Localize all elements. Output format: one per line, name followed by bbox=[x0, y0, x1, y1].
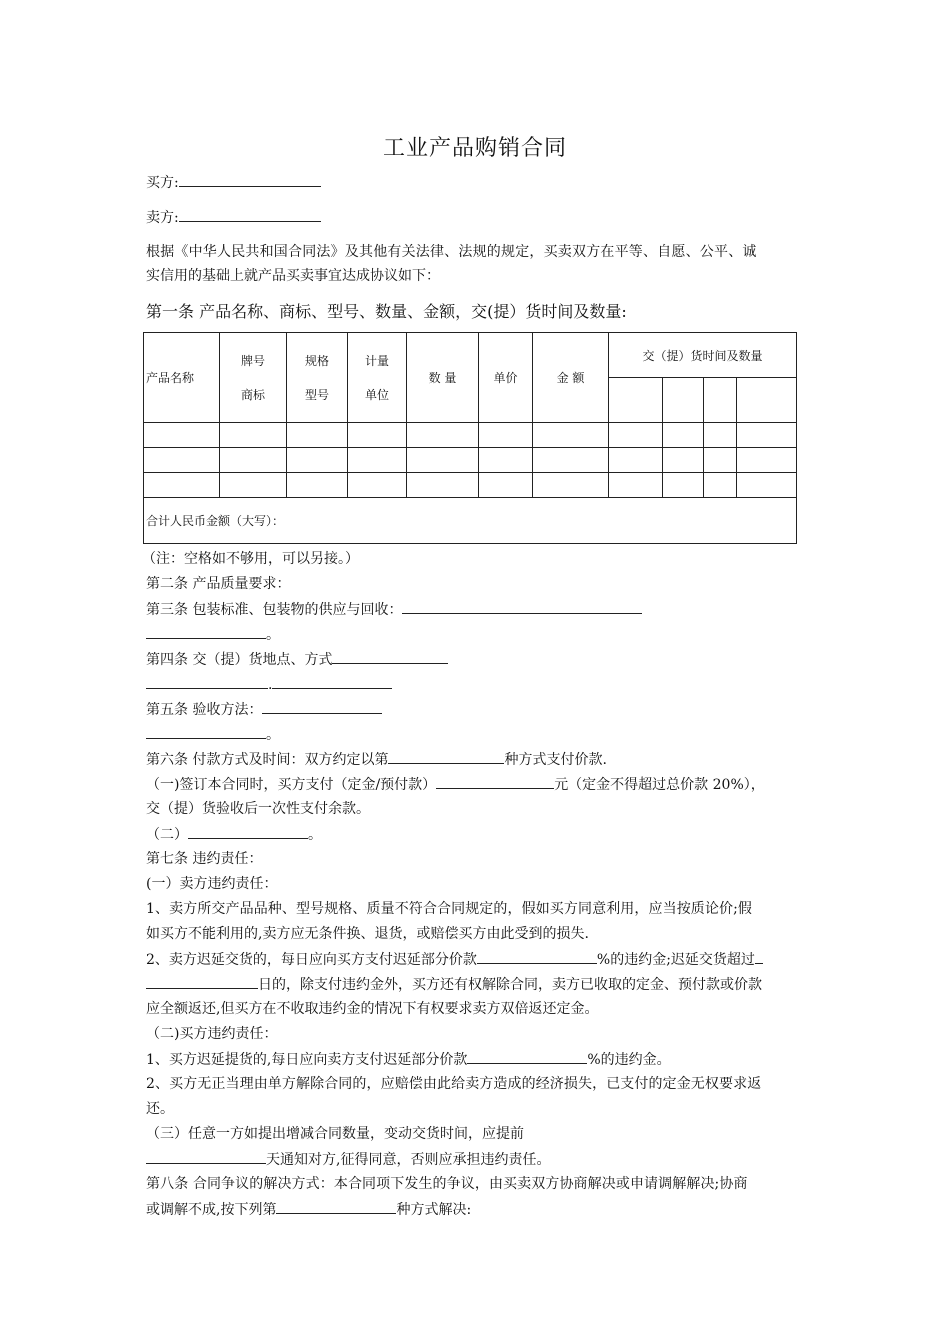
article-5-blank bbox=[262, 699, 382, 714]
article-7-section-3: （三）任意一方如提出增减合同数量，变动交货时间，应提前 bbox=[146, 1126, 524, 1142]
header-unit-price: 单价 bbox=[479, 333, 533, 423]
article-4-blank bbox=[332, 649, 448, 664]
article-6-item-2-blank bbox=[188, 824, 308, 839]
buyer-line bbox=[146, 172, 321, 193]
article-7-1-2-a: 2、卖方迟延交货的，每日应向买方支付迟延部分价款 %的违约金;迟延交货超过 bbox=[146, 949, 763, 970]
article-3-continued: 。 bbox=[146, 624, 280, 645]
header-spec: 规格 型号 bbox=[287, 333, 348, 423]
seller-blank bbox=[179, 207, 321, 222]
article-3-blank bbox=[402, 599, 642, 614]
article-8-a: 第八条 合同争议的解决方式：本合同项下发生的争议，由买卖双方协商解决或申请调解解决;协商 bbox=[146, 1176, 748, 1192]
delivery-sub-cell bbox=[704, 378, 737, 423]
article-4-continued: . bbox=[146, 674, 392, 695]
article-3-blank-2 bbox=[146, 624, 266, 639]
article-7-1-1-a: 1、卖方所交产品品种、型号规格、质量不符合合同规定的，假如买方同意利用，应当按质论价;假 bbox=[146, 901, 753, 917]
product-table bbox=[143, 332, 797, 544]
delivery-sub-cell bbox=[737, 378, 797, 423]
article-7-2-2-a: 2、买方无正当理由单方解除合同的，应赔偿由此给卖方造成的经济损失，已支付的定金无权要求返 bbox=[146, 1076, 762, 1092]
article-5-continued: 。 bbox=[146, 724, 280, 745]
article-6-item-1-blank bbox=[436, 774, 554, 789]
article-7-1-1-b: 如买方不能利用的,卖方应无条件换、退货，或赔偿买方由此受到的损失. bbox=[146, 926, 589, 942]
article-1-heading: 第一条 产品名称、商标、型号、数量、金额，交(提）货时间及数量: bbox=[146, 302, 627, 321]
article-6-item-2: （二） 。 bbox=[146, 824, 322, 845]
total-amount-label: 合计人民币金额（大写）： bbox=[144, 498, 797, 544]
article-8-b: 或调解不成,按下列第 种方式解决: bbox=[146, 1199, 471, 1220]
seller-label: 卖方: bbox=[146, 210, 179, 226]
intro-line-1: 根据《中华人民共和国合同法》及其他有关法律、法规的规定，买卖双方在平等、自愿、公平、诚 bbox=[146, 244, 757, 260]
header-delivery: 交（提）货时间及数量 bbox=[609, 333, 797, 378]
article-3: 第三条 包装标准、包装物的供应与回收： bbox=[146, 599, 642, 620]
dispute-method-blank bbox=[276, 1199, 396, 1214]
document-title: 工业产品购销合同 bbox=[382, 136, 567, 161]
article-7-1-2-b: 日的，除支付违约金外，买方还有权解除合同，卖方已收取的定金、预付款或价款 bbox=[146, 974, 762, 995]
header-brand: 牌号 商标 bbox=[220, 333, 287, 423]
table-row bbox=[144, 423, 797, 448]
table-row bbox=[144, 473, 797, 498]
penalty-rate-blank bbox=[477, 949, 597, 964]
header-unit: 计量 单位 bbox=[348, 333, 407, 423]
article-7-2-2-b: 还。 bbox=[146, 1101, 174, 1117]
delivery-sub-cell bbox=[609, 378, 663, 423]
article-7-section-2: （二)买方违约责任： bbox=[146, 1026, 278, 1042]
buyer-penalty-blank bbox=[467, 1049, 587, 1064]
article-5: 第五条 验收方法： bbox=[146, 699, 382, 720]
article-5-blank-2 bbox=[146, 724, 266, 739]
buyer-label: 买方: bbox=[146, 175, 179, 191]
table-note: （注：空格如不够用，可以另接。） bbox=[142, 551, 359, 567]
header-amount: 金 额 bbox=[533, 333, 609, 423]
article-7-section-1: (一）卖方违约责任： bbox=[146, 876, 278, 892]
buyer-blank bbox=[179, 172, 321, 187]
article-6: 第六条 付款方式及时间：双方约定以第 种方式支付价款. bbox=[146, 749, 607, 770]
article-2: 第二条 产品质量要求： bbox=[146, 576, 291, 592]
article-4-blank-3 bbox=[272, 674, 392, 689]
article-4: 第四条 交（提）货地点、方式 bbox=[146, 649, 448, 670]
header-product-name: 产品名称 bbox=[144, 333, 220, 423]
article-6-blank bbox=[388, 749, 504, 764]
header-quantity: 数 量 bbox=[407, 333, 479, 423]
article-6-item-1: （一)签订本合同时，买方支付（定金/预付款） 元（定金不得超过总价款 20%）， bbox=[146, 774, 765, 795]
table-row bbox=[144, 448, 797, 473]
article-7-2-1: 1、买方迟延提货的,每日应向卖方支付迟延部分价款 %的违约金。 bbox=[146, 1049, 671, 1070]
article-7-section-3-continued: 天通知对方,征得同意，否则应承担违约责任。 bbox=[146, 1149, 550, 1170]
article-7-1-2-c: 应全额返还,但买方在不收取违约金的情况下有权要求卖方双倍返还定金。 bbox=[146, 1001, 599, 1017]
article-4-blank-2 bbox=[146, 674, 268, 689]
seller-line bbox=[146, 207, 321, 228]
article-6-item-1-continued: 交（提）货验收后一次性支付余款。 bbox=[146, 801, 370, 817]
delay-days-blank bbox=[146, 974, 258, 989]
notice-days-blank bbox=[146, 1149, 266, 1164]
delivery-sub-cell bbox=[663, 378, 704, 423]
intro-line-2: 实信用的基础上就产品买卖事宜达成协议如下： bbox=[146, 268, 440, 284]
article-7: 第七条 违约责任： bbox=[146, 851, 263, 867]
